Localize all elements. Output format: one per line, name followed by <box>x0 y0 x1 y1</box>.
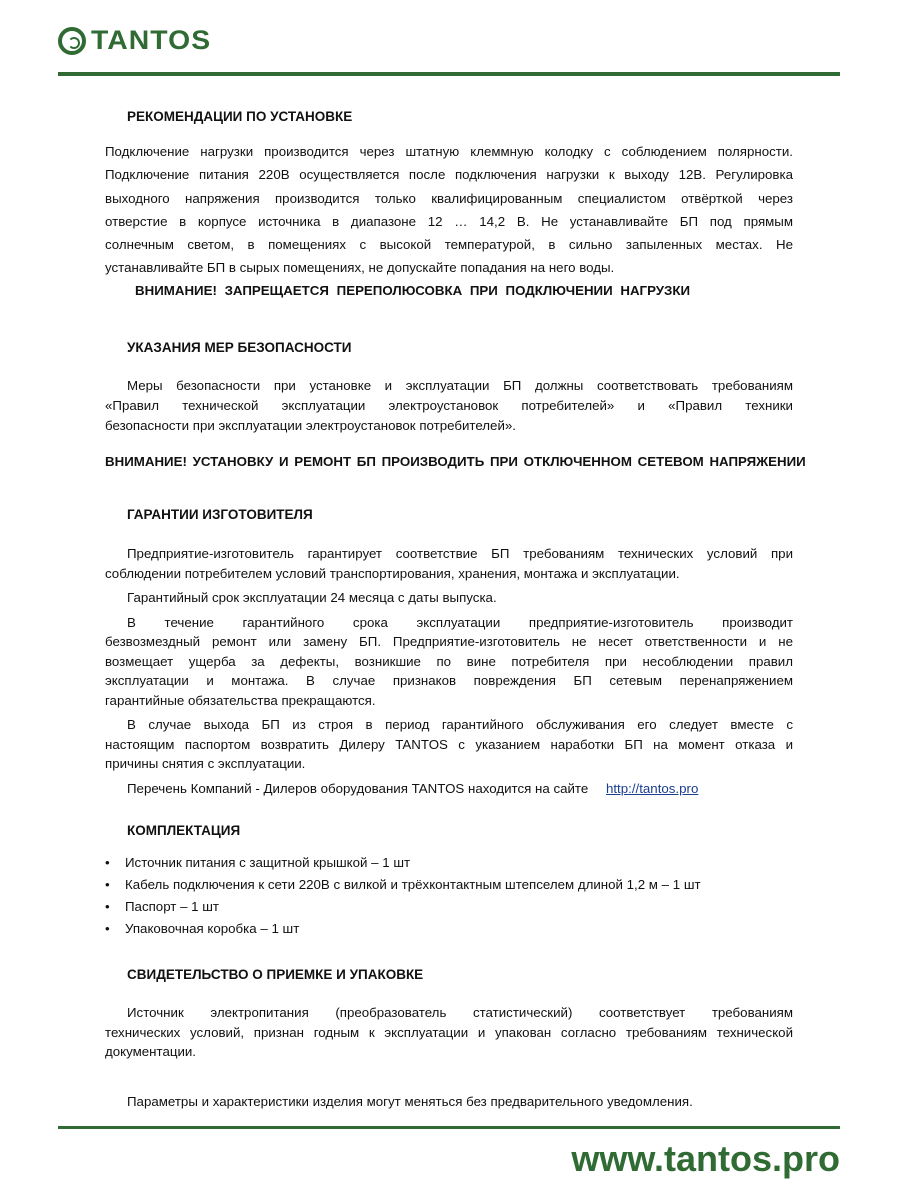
package-item <box>105 874 701 896</box>
package-item <box>105 852 701 874</box>
section-title: ГАРАНТИИ ИЗГОТОВИТЕЛЯ <box>127 507 313 522</box>
warning-repair: ВНИМАНИЕ! УСТАНОВКУ И РЕМОНТ БП ПРОИЗВОДИТЬ ПРИ ОТКЛЮЧЕННОМ СЕТЕВОМ НАПРЯЖЕНИИ <box>105 454 806 469</box>
text-line: Предприятие-изготовитель гарантирует соответствие БП требованиям технических условий при <box>127 546 793 561</box>
text-line: Источник электропитания (преобразователь статистический) соответствует требованиям <box>127 1005 793 1020</box>
package-list <box>105 852 701 940</box>
section-title: СВИДЕТЕЛЬСТВО О ПРИЕМКЕ И УПАКОВКЕ <box>127 967 424 982</box>
section-title: КОМПЛЕКТАЦИЯ <box>127 823 241 838</box>
header-divider <box>58 72 840 76</box>
footer-divider <box>58 1126 840 1129</box>
bullet-icon: • <box>105 877 110 892</box>
text-line: безопасности при эксплуатации электроустановок потребителей». <box>105 418 516 433</box>
text-line: безвозмездный ремонт или замену БП. Предприятие-изготовитель не несет ответственности и не <box>105 634 793 649</box>
text-line: технических условий, признан годным к эксплуатации и упакован согласно требованиям технической <box>105 1024 793 1040</box>
dealers-link[interactable]: http://tantos.pro <box>605 780 699 796</box>
text-line: причины снятия с эксплуатации. <box>105 756 306 771</box>
dealers-text: Перечень Компаний - Дилеров оборудования TANTOS находится на сайте <box>127 780 589 796</box>
package-item-label: Кабель подключения к сети 220В с вилкой и трёхконтактным штепселем длиной 1,2 м – 1 шт <box>125 877 701 892</box>
text-line: В течение гарантийного срока эксплуатации предприятие-изготовитель производит <box>127 614 793 630</box>
text-line: выходного напряжения производится только квалифицированным специалистом отвёрткой через <box>105 190 793 206</box>
text-line: Меры безопасности при установке и эксплуатации БП должны соответствовать требованиям <box>127 378 793 393</box>
text-line: Гарантийный срок эксплуатации 24 месяца с даты выпуска. <box>127 590 497 605</box>
package-item-label: Упаковочная коробка – 1 шт <box>125 921 300 936</box>
text-line: документации. <box>105 1044 197 1059</box>
installation-text <box>105 140 793 280</box>
acceptance-text <box>105 1003 793 1062</box>
package-item-label: Источник питания с защитной крышкой – 1 шт <box>125 855 411 870</box>
text-line: соблюдении потребителем условий транспортирования, хранения, монтажа и эксплуатации. <box>105 565 680 581</box>
safety-text <box>105 376 793 436</box>
package-item <box>105 918 701 940</box>
section-title: УКАЗАНИЯ МЕР БЕЗОПАСНОСТИ <box>127 340 352 355</box>
text-line: возмещает ущерба за дефекты, возникшие по вине потребителя при несоблюдении правил <box>105 653 793 669</box>
text-line: настоящим паспортом возвратить Дилеру TANTOS с указанием наработки БП на момент отказа и <box>105 736 793 752</box>
bullet-icon: • <box>105 899 110 914</box>
package-item <box>105 896 701 918</box>
warranty-text <box>105 544 793 799</box>
bullet-icon: • <box>105 921 110 936</box>
text-line: отверстие в корпусе источника в диапазоне 12 … 14,2 В. Не устанавливайте БП под прямым <box>105 213 793 229</box>
text-line: «Правил технической эксплуатации электроустановок потребителей» и «Правил техники <box>105 398 793 413</box>
warning-polarity: ВНИМАНИЕ! ЗАПРЕЩАЕТСЯ ПЕРЕПОЛЮСОВКА ПРИ ПОДКЛЮЧЕНИИ НАГРУЗКИ <box>135 283 691 298</box>
text-line: Подключение нагрузки производится через штатную клеммную колодку с соблюдением полярности. <box>105 144 793 159</box>
package-item-label: Паспорт – 1 шт <box>125 899 220 914</box>
text-line: Подключение питания 220В осуществляется после подключения нагрузки к выходу 12В. Регулировка <box>105 167 793 183</box>
text-line: В случае выхода БП из строя в период гарантийного обслуживания его следует вместе с <box>127 717 793 732</box>
section-title: РЕКОМЕНДАЦИИ ПО УСТАНОВКЕ <box>127 109 353 124</box>
text-line: гарантийные обязательства прекращаются. <box>105 692 376 708</box>
disclaimer-note: Параметры и характеристики изделия могут меняться без предварительного уведомления. <box>127 1094 693 1109</box>
text-line: солнечным светом, в помещениях с высокой температурой, в сильно запыленных местах. Не <box>105 237 793 253</box>
text-line: эксплуатации и монтажа. В случае признаков повреждения БП сетевым перенапряжением <box>105 673 793 688</box>
tantos-logo <box>58 25 212 56</box>
logo-text: TANTOS <box>91 25 212 55</box>
tantos-logo-icon <box>58 27 86 55</box>
text-line: устанавливайте БП в сырых помещениях, не допускайте попадания на него воды. <box>105 260 615 276</box>
footer-url: www.tantos.pro <box>571 1138 840 1179</box>
bullet-icon: • <box>105 855 110 870</box>
